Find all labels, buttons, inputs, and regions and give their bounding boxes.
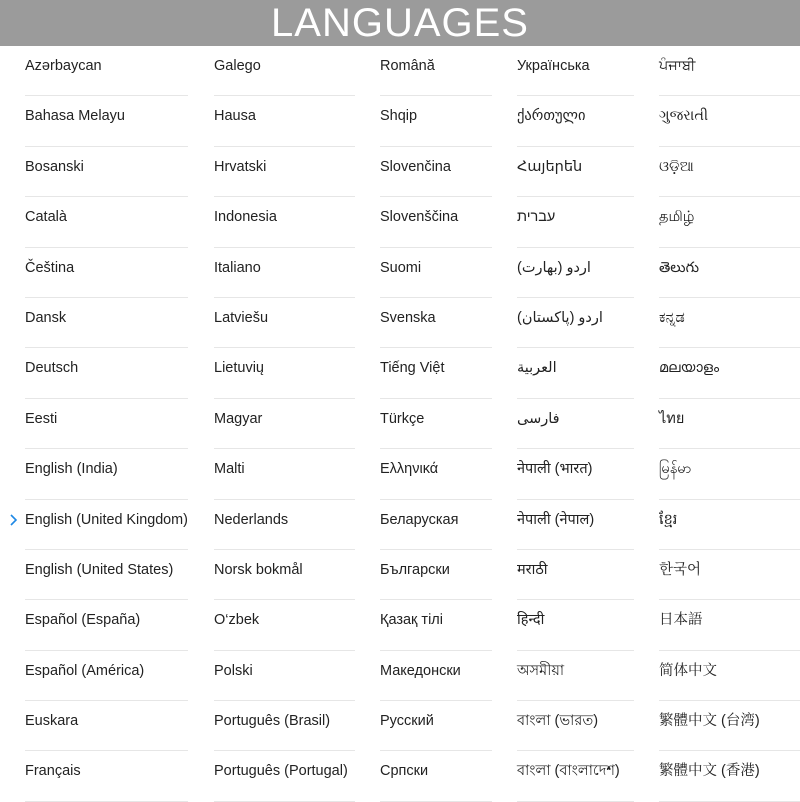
language-option[interactable] [25, 197, 188, 247]
language-label: தமிழ் [659, 209, 695, 226]
language-label: Tiếng Việt [380, 360, 445, 377]
language-option[interactable] [25, 96, 188, 146]
language-label: മലയാളം [659, 360, 720, 377]
language-label: Dansk [25, 309, 67, 326]
header-bar [0, 0, 800, 46]
language-label: Malti [214, 461, 245, 478]
language-option[interactable] [380, 651, 492, 701]
language-label: Español (España) [25, 612, 141, 629]
language-label: Català [25, 209, 67, 226]
language-label: ଓଡ଼ିଆ [659, 158, 694, 175]
language-label: অসমীয়া [517, 662, 565, 679]
language-label: Eesti [25, 410, 58, 427]
language-option[interactable] [214, 46, 355, 96]
language-label: ខ្មែរ [659, 511, 678, 528]
language-option[interactable] [659, 550, 800, 600]
language-option[interactable] [214, 550, 355, 600]
language-label: Galego [214, 58, 261, 74]
language-option[interactable] [380, 600, 492, 650]
language-option[interactable] [517, 701, 634, 751]
language-option[interactable] [659, 298, 800, 348]
language-option[interactable] [517, 751, 634, 801]
language-label: Български [380, 561, 450, 578]
language-label: မြန်မာ [659, 461, 692, 478]
language-label: हिन्दी [517, 612, 545, 629]
language-label: O‘zbek [214, 612, 260, 629]
language-option[interactable] [659, 248, 800, 298]
language-label: Euskara [25, 713, 79, 730]
language-option[interactable] [517, 248, 634, 298]
language-option[interactable] [380, 701, 492, 751]
language-option[interactable] [25, 500, 188, 550]
language-option[interactable] [659, 449, 800, 499]
language-label: Hausa [214, 108, 256, 125]
language-label: Português (Portugal) [214, 763, 348, 780]
language-option[interactable] [659, 46, 800, 96]
language-option[interactable] [380, 298, 492, 348]
language-option[interactable] [214, 348, 355, 398]
language-label: नेपाली (भारत) [517, 461, 593, 478]
language-label: English (United Kingdom) [25, 511, 188, 528]
language-label: العربية [517, 360, 557, 377]
language-label: Français [25, 763, 81, 780]
language-label: Español (América) [25, 662, 145, 679]
language-label: ไทย [659, 410, 685, 427]
language-label: Polski [214, 662, 253, 679]
language-label: 日本語 [659, 612, 703, 629]
language-column-1 [25, 46, 188, 802]
language-label: ગુજરાતી [659, 108, 709, 125]
language-label: 简体中文 [659, 662, 717, 679]
language-column-5 [659, 46, 800, 802]
page-title: LANGUAGES [271, 1, 529, 45]
language-label: Slovenčina [380, 158, 451, 175]
language-label: Norsk bokmål [214, 561, 303, 578]
language-label: नेपाली (नेपाल) [517, 511, 595, 528]
language-option[interactable] [380, 399, 492, 449]
language-option[interactable] [380, 500, 492, 550]
language-label: English (India) [25, 461, 118, 478]
language-option[interactable] [659, 147, 800, 197]
language-label: Svenska [380, 309, 436, 326]
language-option[interactable] [517, 298, 634, 348]
language-option[interactable] [25, 600, 188, 650]
language-label: Deutsch [25, 360, 79, 377]
language-option[interactable] [25, 399, 188, 449]
language-label: Latviešu [214, 309, 269, 326]
language-option[interactable] [25, 651, 188, 701]
language-label: Hrvatski [214, 158, 267, 175]
language-option[interactable] [517, 651, 634, 701]
language-option[interactable] [214, 96, 355, 146]
language-label: Nederlands [214, 511, 289, 528]
language-grid [0, 46, 800, 800]
language-label: Ελληνικά [380, 461, 439, 478]
language-option[interactable] [214, 298, 355, 348]
language-label: Lietuvių [214, 360, 264, 377]
language-option[interactable] [659, 751, 800, 801]
language-label: Македонски [380, 662, 461, 679]
language-option[interactable] [25, 147, 188, 197]
language-label: Italiano [214, 259, 261, 276]
language-label: বাংলা (বাংলাদেশ) [517, 763, 620, 780]
language-label: Português (Brasil) [214, 713, 331, 730]
language-option[interactable] [517, 197, 634, 247]
language-label: Suomi [380, 259, 422, 276]
language-option[interactable] [25, 751, 188, 801]
language-option[interactable] [380, 46, 492, 96]
language-label: עברית [517, 209, 556, 226]
language-label: 繁體中文 (台湾) [659, 713, 760, 730]
language-option[interactable] [380, 550, 492, 600]
language-option[interactable] [25, 248, 188, 298]
language-option[interactable] [659, 500, 800, 550]
language-option[interactable] [380, 197, 492, 247]
language-option[interactable] [659, 651, 800, 701]
language-label: 繁體中文 (香港) [659, 763, 760, 780]
language-label: ਪੰਜਾਬੀ [659, 58, 696, 74]
language-option[interactable] [25, 46, 188, 96]
language-option[interactable] [214, 651, 355, 701]
language-label: Shqip [380, 108, 418, 125]
language-option[interactable] [380, 751, 492, 801]
language-option[interactable] [659, 96, 800, 146]
language-label: Magyar [214, 410, 263, 427]
language-option[interactable] [517, 147, 634, 197]
language-option[interactable] [214, 399, 355, 449]
language-label: Беларуская [380, 511, 459, 528]
language-label: Српски [380, 763, 429, 780]
language-label: Bahasa Melayu [25, 108, 125, 125]
language-option[interactable] [25, 550, 188, 600]
language-column-2 [214, 46, 355, 802]
language-column-4 [517, 46, 634, 802]
language-label: فارسی [517, 410, 560, 427]
language-option[interactable] [517, 500, 634, 550]
language-column-3 [380, 46, 492, 802]
language-label: বাংলা (ভারত) [517, 713, 599, 730]
language-label: Türkçe [380, 410, 425, 427]
language-option[interactable] [214, 751, 355, 801]
language-option[interactable] [25, 449, 188, 499]
language-label: ಕನ್ನಡ [659, 309, 685, 326]
language-label: اردو (پاکستان) [517, 309, 603, 326]
language-label: English (United States) [25, 561, 174, 578]
chevron-right-icon [9, 513, 19, 527]
language-label: Bosanski [25, 158, 84, 175]
language-option[interactable] [380, 96, 492, 146]
language-label: Русский [380, 713, 434, 730]
language-option[interactable] [214, 449, 355, 499]
language-option[interactable] [214, 701, 355, 751]
language-option[interactable] [214, 500, 355, 550]
language-label: اردو (بھارت) [517, 259, 591, 276]
language-option[interactable] [214, 600, 355, 650]
language-option[interactable] [25, 298, 188, 348]
language-label: Azərbaycan [25, 58, 102, 74]
language-label: ქართული [517, 108, 586, 125]
language-option[interactable] [659, 701, 800, 751]
language-option[interactable] [380, 449, 492, 499]
language-option[interactable] [214, 248, 355, 298]
language-option[interactable] [380, 147, 492, 197]
language-option[interactable] [517, 46, 634, 96]
language-label: Čeština [25, 259, 75, 276]
language-option[interactable] [25, 348, 188, 398]
language-label: Română [380, 58, 435, 74]
language-label: Indonesia [214, 209, 277, 226]
language-option[interactable] [659, 399, 800, 449]
language-label: 한국어 [659, 561, 702, 578]
language-option[interactable] [517, 449, 634, 499]
language-option[interactable] [214, 147, 355, 197]
language-label: Slovenščina [380, 209, 459, 226]
language-option[interactable] [517, 550, 634, 600]
language-option[interactable] [380, 248, 492, 298]
language-label: Қазақ тілі [380, 612, 443, 629]
language-option[interactable] [659, 348, 800, 398]
language-option[interactable] [517, 348, 634, 398]
language-option[interactable] [25, 701, 188, 751]
language-option[interactable] [659, 197, 800, 247]
language-option[interactable] [380, 348, 492, 398]
language-option[interactable] [517, 600, 634, 650]
language-option[interactable] [517, 96, 634, 146]
language-option[interactable] [214, 197, 355, 247]
language-label: मराठी [517, 561, 548, 578]
language-label: తెలుగు [659, 259, 700, 276]
language-option[interactable] [517, 399, 634, 449]
language-label: Հայերեն [517, 158, 583, 175]
language-option[interactable] [659, 600, 800, 650]
language-label: Українська [517, 58, 590, 74]
